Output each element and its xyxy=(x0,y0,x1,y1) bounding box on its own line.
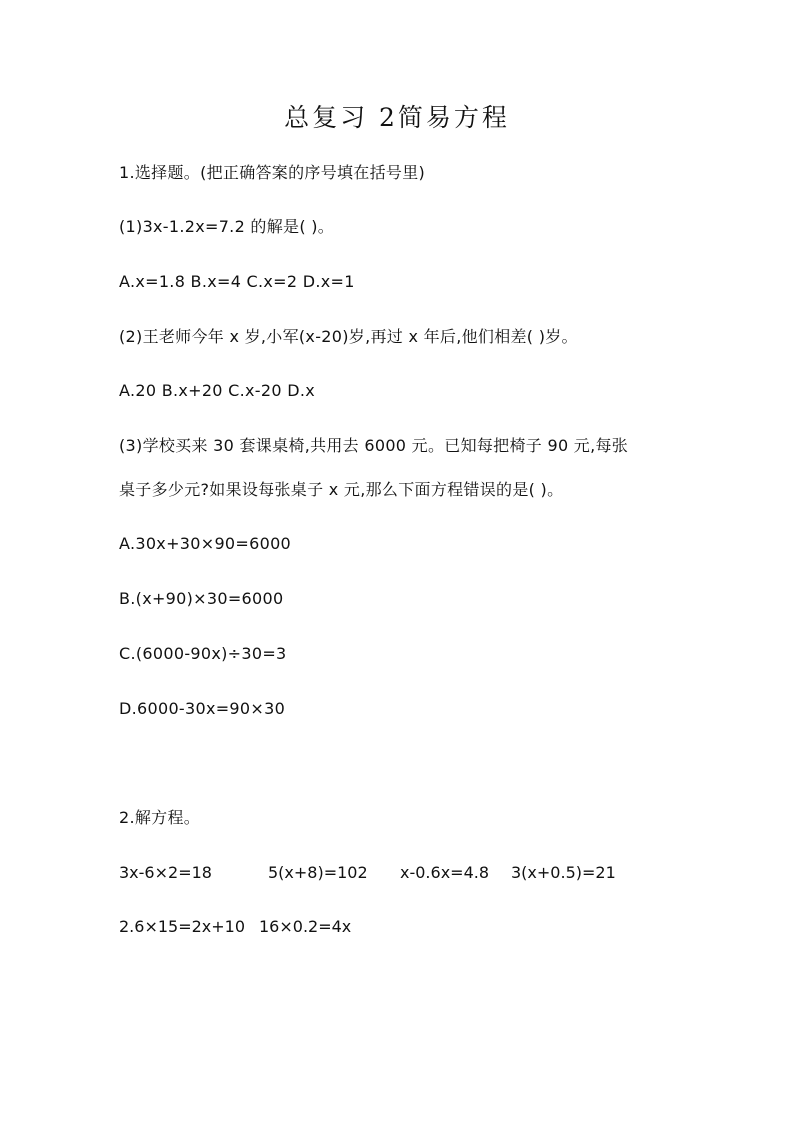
q2-stem: (2)王老师今年 x 岁,小军(x-20)岁,再过 x 年后,他们相差( )岁。 xyxy=(119,327,578,346)
page-title: 总复习 2简易方程 xyxy=(284,103,510,132)
q3-stem-line1: (3)学校买来 30 套课桌椅,共用去 6000 元。已知每把椅子 90 元,每张 xyxy=(119,436,629,455)
q3-option-c: C.(6000-90x)÷30=3 xyxy=(119,644,287,663)
q3-option-b: B.(x+90)×30=6000 xyxy=(119,589,284,608)
section2-heading: 2.解方程。 xyxy=(119,808,201,827)
equation-item: 5(x+8)=102 xyxy=(268,863,368,882)
q3-stem-line2: 桌子多少元?如果设每张桌子 x 元,那么下面方程错误的是( )。 xyxy=(119,480,564,499)
equation-item: 2.6×15=2x+10 xyxy=(119,917,246,936)
q1-stem: (1)3x-1.2x=7.2 的解是( )。 xyxy=(119,217,335,236)
equation-item: 3(x+0.5)=21 xyxy=(511,863,616,882)
equation-item: 16×0.2=4x xyxy=(259,917,352,936)
equation-item: 3x-6×2=18 xyxy=(119,863,212,882)
equation-item: x-0.6x=4.8 xyxy=(400,863,490,882)
section1-heading: 1.选择题。(把正确答案的序号填在括号里) xyxy=(119,163,426,182)
q3-option-a: A.30x+30×90=6000 xyxy=(119,534,292,553)
q1-options: A.x=1.8 B.x=4 C.x=2 D.x=1 xyxy=(119,272,355,291)
q2-options: A.20 B.x+20 C.x-20 D.x xyxy=(119,381,315,400)
q3-option-d: D.6000-30x=90×30 xyxy=(119,699,286,718)
